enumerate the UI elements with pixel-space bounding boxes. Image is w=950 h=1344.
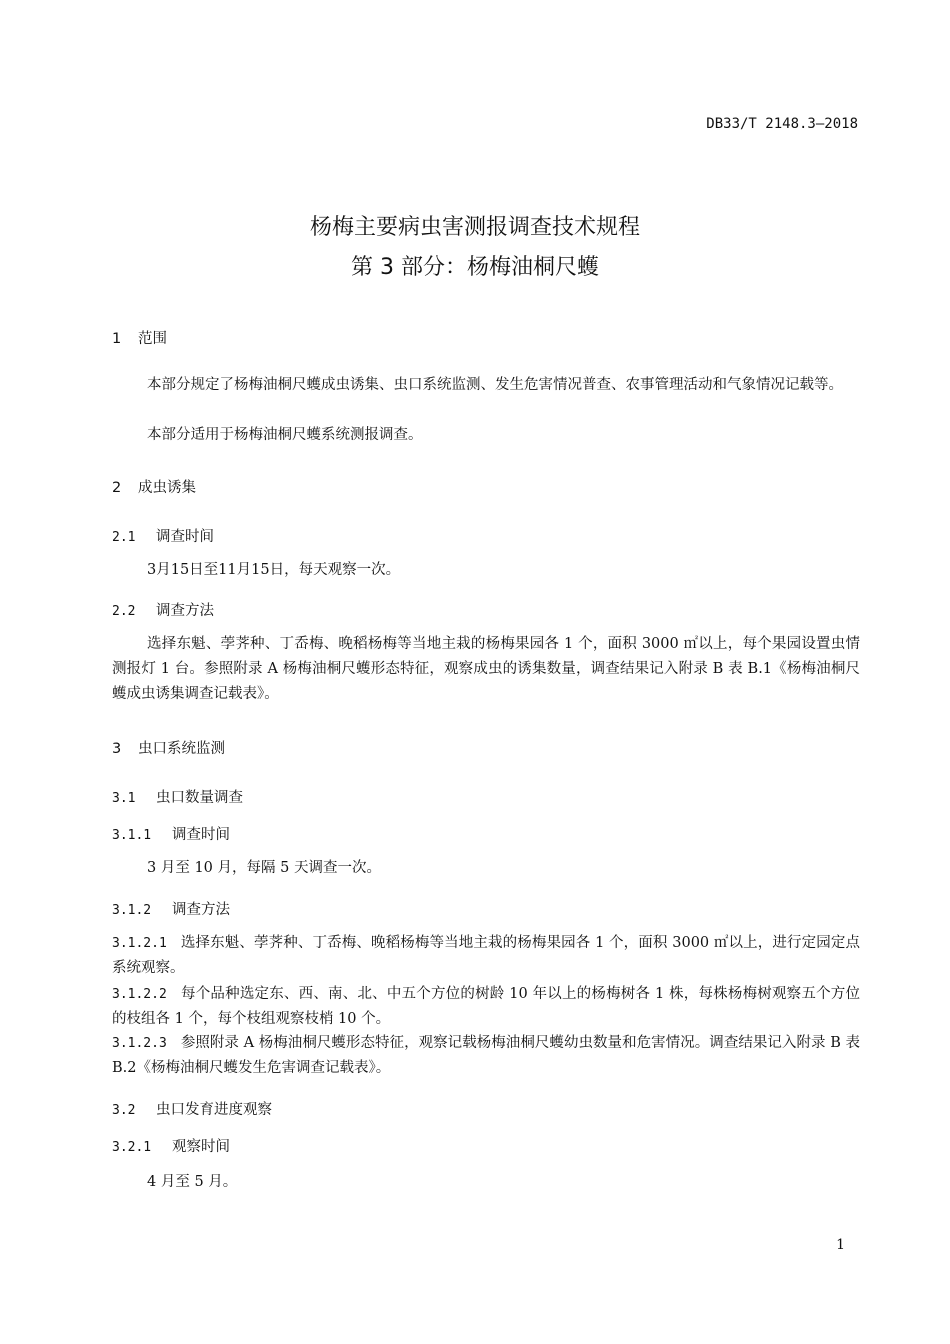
section-title: 成虫诱集 xyxy=(138,480,196,496)
section-1-heading xyxy=(112,327,167,348)
section-3-1-1-paragraph: 3 月至 10 月，每隔 5 天调查一次。 xyxy=(147,860,381,876)
section-number: 2 xyxy=(112,480,122,496)
clause-3-1-2-1 xyxy=(112,931,860,981)
section-number: 3 xyxy=(112,741,122,757)
section-number: 3.2 xyxy=(112,1103,136,1118)
section-2-1-paragraph: 3月15日至11月15日，每天观察一次。 xyxy=(147,562,401,578)
section-number: 3.1 xyxy=(112,791,136,806)
section-title: 调查方法 xyxy=(172,902,230,918)
document-title: 杨梅主要病虫害测报调查技术规程 xyxy=(309,215,640,240)
section-3-1-2-heading xyxy=(112,898,230,919)
section-number: 3.1.1 xyxy=(112,828,152,843)
section-title: 虫口系统监测 xyxy=(138,741,225,757)
section-1-paragraph-2: 本部分适用于杨梅油桐尺蠖系统测报调查。 xyxy=(147,427,423,443)
section-title: 调查方法 xyxy=(156,603,214,619)
section-number: 1 xyxy=(112,331,122,347)
clause-text: 每个品种选定东、西、南、北、中五个方位的树龄 10 年以上的杨梅树各 1 株，每株杨梅树观察五个方位的枝组各 1 个，每个枝组观察枝梢 10 个。 xyxy=(112,986,860,1027)
section-3-heading xyxy=(112,737,225,758)
section-number: 2.1 xyxy=(112,530,136,545)
page-number: 1 xyxy=(836,1237,845,1253)
section-title: 虫口发育进度观察 xyxy=(156,1102,272,1118)
section-number: 3.1.2 xyxy=(112,903,152,918)
section-title: 调查时间 xyxy=(156,529,214,545)
clause-number: 3.1.2.3 xyxy=(112,1036,167,1051)
section-3-2-1-heading xyxy=(112,1135,230,1156)
section-3-2-heading xyxy=(112,1098,272,1119)
section-3-1-heading xyxy=(112,786,243,807)
document-code: DB33/T 2148.3—2018 xyxy=(706,116,858,132)
clause-number: 3.1.2.2 xyxy=(112,987,167,1002)
section-2-2-heading xyxy=(112,599,214,620)
section-title: 调查时间 xyxy=(172,827,230,843)
document-subtitle: 第 3 部分：杨梅油桐尺蠖 xyxy=(351,255,599,280)
section-title: 虫口数量调查 xyxy=(156,790,243,806)
section-title: 范围 xyxy=(138,331,167,347)
clause-number: 3.1.2.1 xyxy=(112,936,167,951)
section-1-paragraph-1: 本部分规定了杨梅油桐尺蠖成虫诱集、虫口系统监测、发生危害情况普查、农事管理活动和气象情况记载等。 xyxy=(147,377,843,393)
clause-3-1-2-2 xyxy=(112,982,860,1032)
clause-3-1-2-3 xyxy=(112,1031,860,1081)
clause-text: 参照附录 A 杨梅油桐尺蠖形态特征，观察记载杨梅油桐尺蠖幼虫数量和危害情况。调查结果记入附录 B 表 B.2《杨梅油桐尺蠖发生危害调查记载表》。 xyxy=(112,1035,860,1076)
section-2-2-paragraph: 选择东魁、荸荠种、丁岙梅、晚稻杨梅等当地主栽的杨梅果园各 1 个，面积 3000 ㎡以上，每个果园设置虫情测报灯 1 台。参照附录 A 杨梅油桐尺蠖形态特征，观察成虫的诱集数量，调查结果记入附录 B 表 B.1《杨梅油桐尺蠖成虫诱集调查记载表》。 xyxy=(112,636,860,702)
section-3-1-1-heading xyxy=(112,823,230,844)
section-2-1-heading xyxy=(112,525,214,546)
section-number: 2.2 xyxy=(112,604,136,619)
clause-text: 选择东魁、荸荠种、丁岙梅、晚稻杨梅等当地主栽的杨梅果园各 1 个，面积 3000 ㎡以上，进行定园定点系统观察。 xyxy=(112,935,860,976)
section-2-heading xyxy=(112,476,196,497)
section-number: 3.2.1 xyxy=(112,1140,152,1155)
section-3-2-1-paragraph: 4 月至 5 月。 xyxy=(147,1174,238,1190)
section-title: 观察时间 xyxy=(172,1139,230,1155)
